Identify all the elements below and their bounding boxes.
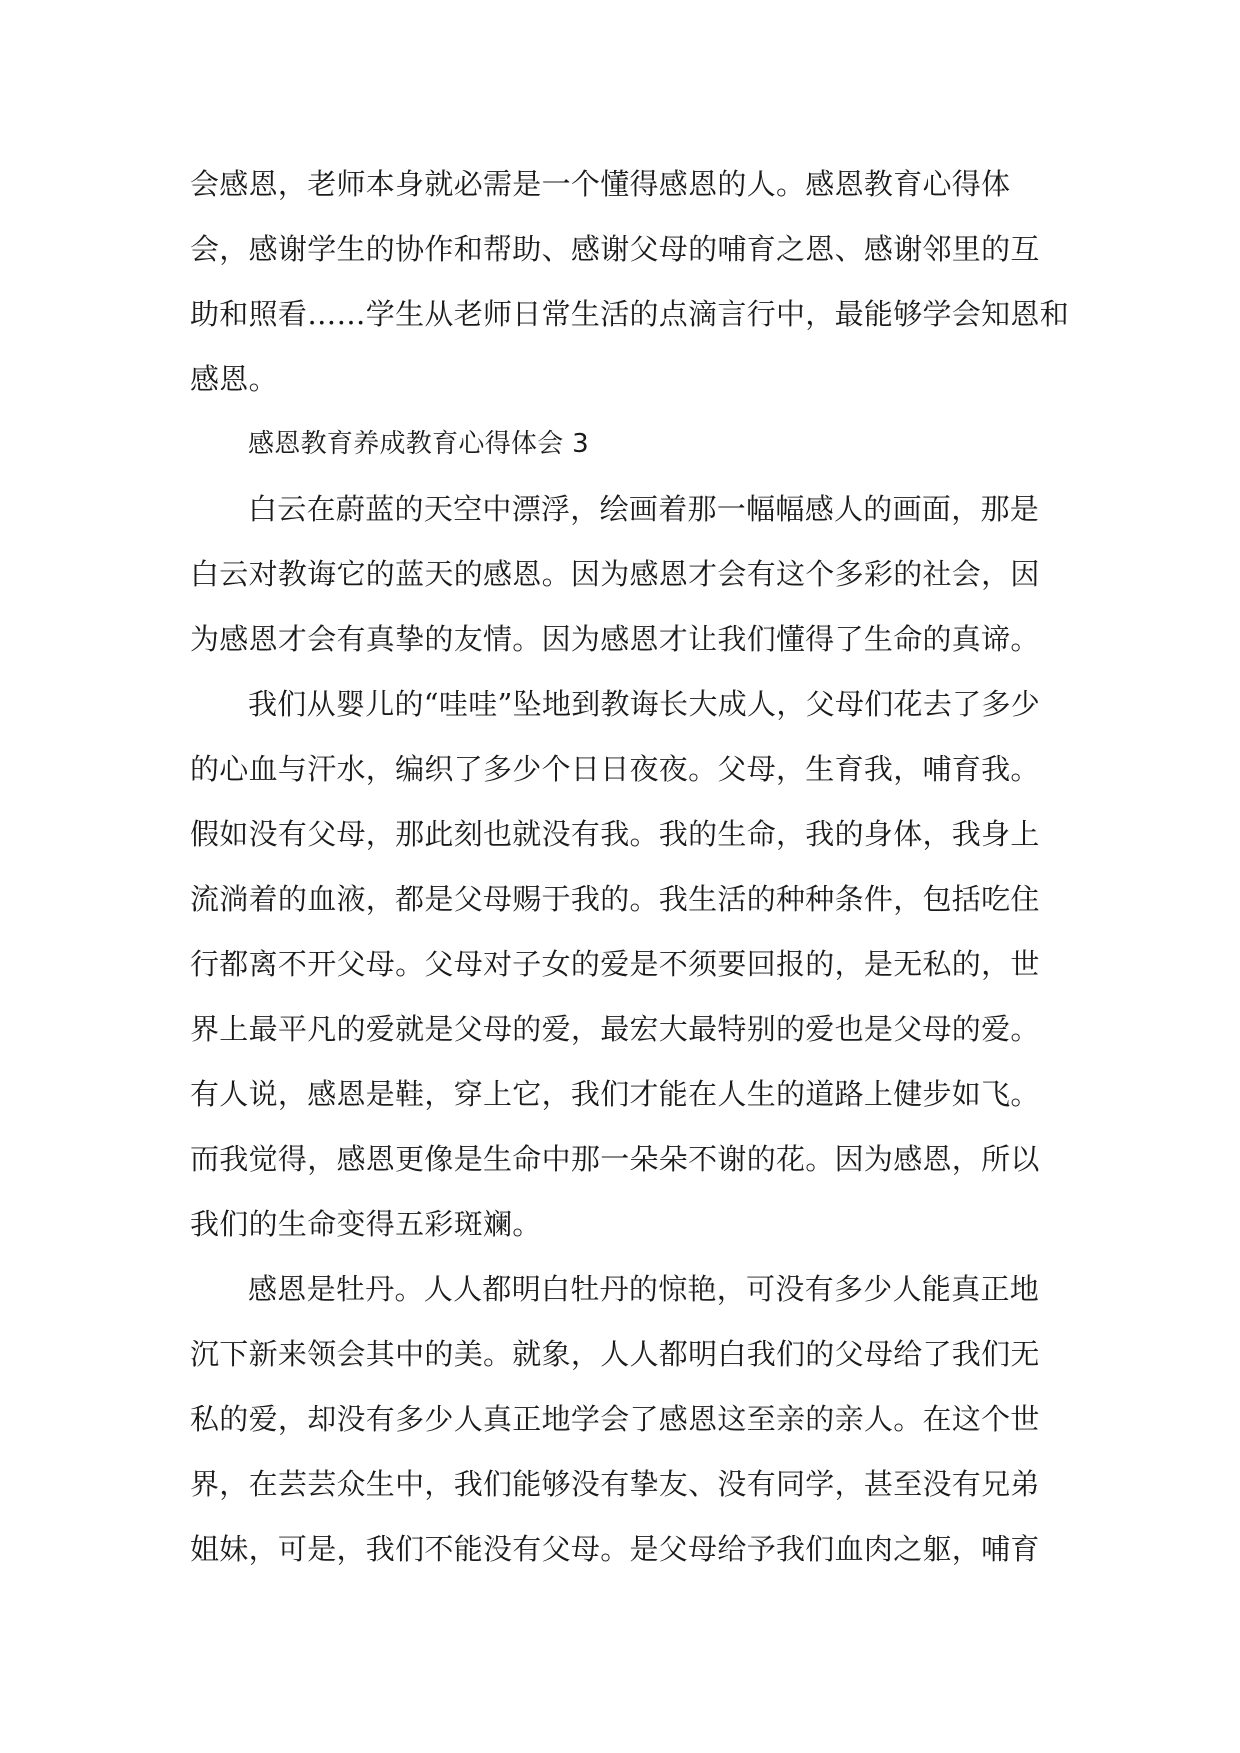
document-page: [190, 152, 1070, 1582]
text-line: 会，感谢学生的协作和帮助、感谢父母的哺育之恩、感谢邻里的互: [190, 232, 1040, 266]
text-line: 行都离不开父母。父母对子女的爱是不须要回报的，是无私的，世: [190, 947, 1040, 981]
section-heading: 感恩教育养成教育心得体会 3: [248, 429, 590, 459]
text-line: 而我觉得，感恩更像是生命中那一朵朵不谢的花。因为感恩，所以: [190, 1142, 1040, 1176]
text-line: 沉下新来领会其中的美。就象，人人都明白我们的父母给了我们无: [190, 1337, 1040, 1371]
text-line: 会感恩，老师本身就必需是一个懂得感恩的人。感恩教育心得体: [190, 167, 1011, 201]
text-line: 流淌着的血液，都是父母赐于我的。我生活的种种条件，包括吃住: [190, 882, 1040, 916]
text-line: 我们从婴儿的“哇哇”坠地到教诲长大成人，父母们花去了多少: [248, 687, 1041, 721]
text-line: 感恩。: [190, 362, 278, 396]
text-line: 白云对教诲它的蓝天的感恩。因为感恩才会有这个多彩的社会，因: [190, 557, 1040, 591]
text-line: 白云在蔚蓝的天空中漂浮，绘画着那一幅幅感人的画面，那是: [248, 492, 1040, 526]
text-line: 的心血与汗水，编织了多少个日日夜夜。父母，生育我，哺育我。: [190, 752, 1040, 786]
text-line: 假如没有父母，那此刻也就没有我。我的生命，我的身体，我身上: [190, 817, 1040, 851]
text-line: 私的爱，却没有多少人真正地学会了感恩这至亲的亲人。在这个世: [190, 1402, 1040, 1436]
text-line: 为感恩才会有真挚的友情。因为感恩才让我们懂得了生命的真谛。: [190, 622, 1040, 656]
text-line: 姐妹，可是，我们不能没有父母。是父母给予我们血肉之躯，哺育: [190, 1532, 1040, 1566]
text-line: 界上最平凡的爱就是父母的爱，最宏大最特别的爱也是父母的爱。: [190, 1012, 1040, 1046]
text-line: 界，在芸芸众生中，我们能够没有挚友、没有同学，甚至没有兄弟: [190, 1467, 1040, 1501]
text-line: 我们的生命变得五彩斑斓。: [190, 1207, 542, 1241]
text-line: 感恩是牡丹。人人都明白牡丹的惊艳，可没有多少人能真正地: [248, 1272, 1040, 1306]
text-line: 有人说，感恩是鞋，穿上它，我们才能在人生的道路上健步如飞。: [190, 1077, 1040, 1111]
text-line: 助和照看……学生从老师日常生活的点滴言行中，最能够学会知恩和: [190, 297, 1070, 331]
